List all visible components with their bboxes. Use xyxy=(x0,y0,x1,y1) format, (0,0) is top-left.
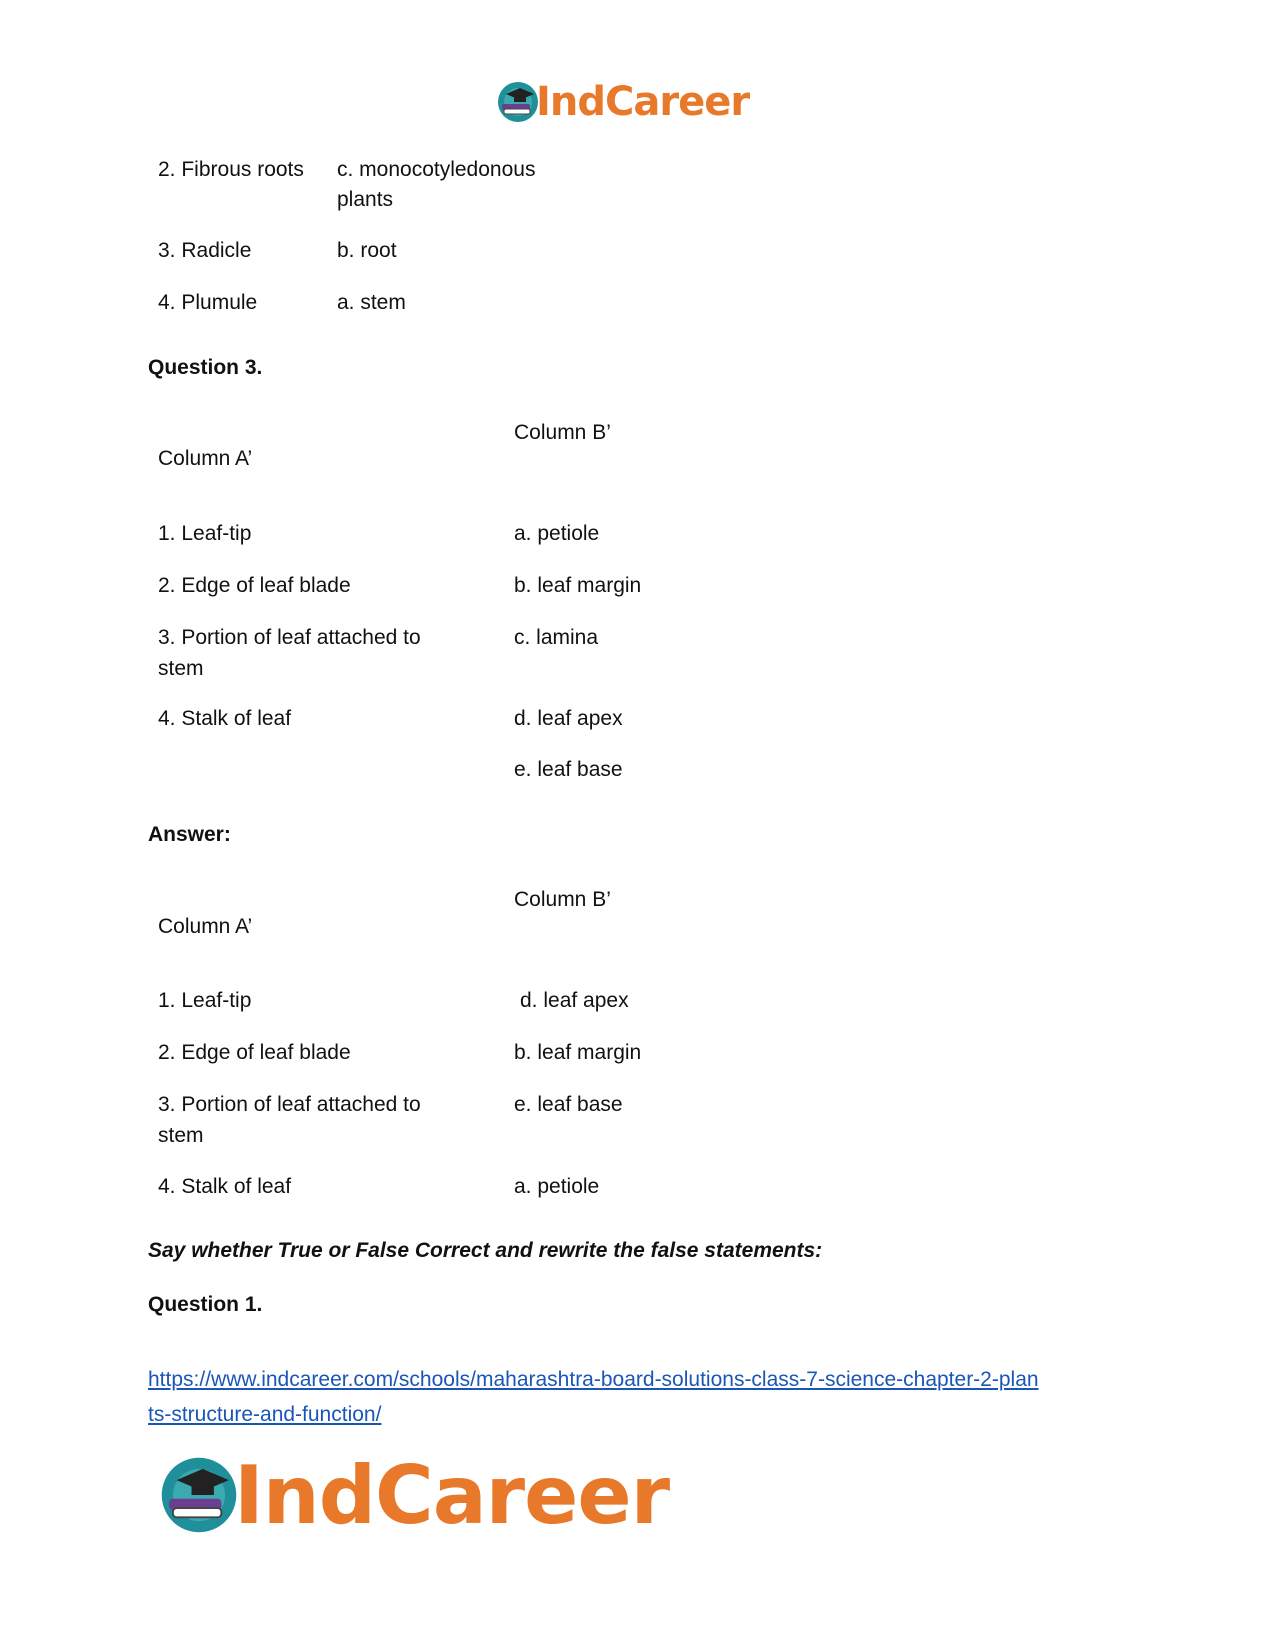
answer-row2-col-b: b. leaf margin xyxy=(514,1041,642,1064)
q3-row4-col-a: 4. Stalk of leaf xyxy=(158,707,292,730)
answer-row1-col-b: d. leaf apex xyxy=(520,989,629,1012)
q2-row2-col-a: 3. Radicle xyxy=(158,239,252,262)
tf-question-1-heading: Question 1. xyxy=(148,1293,263,1316)
true-false-heading: Say whether True or False Correct and rewrite the false statements: xyxy=(148,1239,823,1262)
answer-row3-col-a-line2: stem xyxy=(158,1124,204,1147)
header-logo xyxy=(496,78,766,126)
q3-row3-col-b: c. lamina xyxy=(514,626,599,649)
graduation-cap-book-icon xyxy=(158,1454,240,1536)
q3-row1-col-b: a. petiole xyxy=(514,522,600,545)
answer-row4-col-a: 4. Stalk of leaf xyxy=(158,1175,292,1198)
answer-row4-col-b: a. petiole xyxy=(514,1175,600,1198)
q3-heading: Question 3. xyxy=(148,356,263,379)
q3-row2-col-a: 2. Edge of leaf blade xyxy=(158,574,351,597)
footer-logo xyxy=(158,1446,698,1546)
answer-row1-col-a: 1. Leaf-tip xyxy=(158,989,252,1012)
answer-row2-col-a: 2. Edge of leaf blade xyxy=(158,1041,351,1064)
q3-row3-col-a-line2: stem xyxy=(158,657,204,680)
answer-column-a-header: Column A’ xyxy=(158,915,253,938)
q2-row3-col-a: 4. Plumule xyxy=(158,291,258,314)
q3-column-b-header: Column B’ xyxy=(514,421,611,444)
footer-logo-text: IndCareer xyxy=(234,1449,670,1542)
answer-row3-col-a-line1: 3. Portion of leaf attached to xyxy=(158,1093,421,1116)
graduation-cap-book-icon xyxy=(496,80,540,124)
q3-row4-col-b: d. leaf apex xyxy=(514,707,623,730)
answer-row3-col-b: e. leaf base xyxy=(514,1093,623,1116)
header-logo-text: IndCareer xyxy=(536,79,750,125)
q3-row1-col-a: 1. Leaf-tip xyxy=(158,522,252,545)
q3-row2-col-b: b. leaf margin xyxy=(514,574,642,597)
answer-heading: Answer: xyxy=(148,823,231,846)
q2-row2-col-b: b. root xyxy=(337,239,397,262)
answer-column-b-header: Column B’ xyxy=(514,888,611,911)
source-link-line1[interactable]: https://www.indcareer.com/schools/maharashtra-board-solutions-class-7-science-chapter-2-plan xyxy=(148,1368,1039,1391)
q3-row3-col-a-line1: 3. Portion of leaf attached to xyxy=(158,626,421,649)
q2-row1-col-b-line1: c. monocotyledonous xyxy=(337,158,536,181)
source-link-line2[interactable]: ts-structure-and-function/ xyxy=(148,1403,382,1426)
q3-column-a-header: Column A’ xyxy=(158,447,253,470)
q2-row1-col-b-line2: plants xyxy=(337,188,394,211)
q2-row1-col-a: 2. Fibrous roots xyxy=(158,158,304,181)
q3-row5-col-b: e. leaf base xyxy=(514,758,623,781)
q2-row3-col-b: a. stem xyxy=(337,291,406,314)
